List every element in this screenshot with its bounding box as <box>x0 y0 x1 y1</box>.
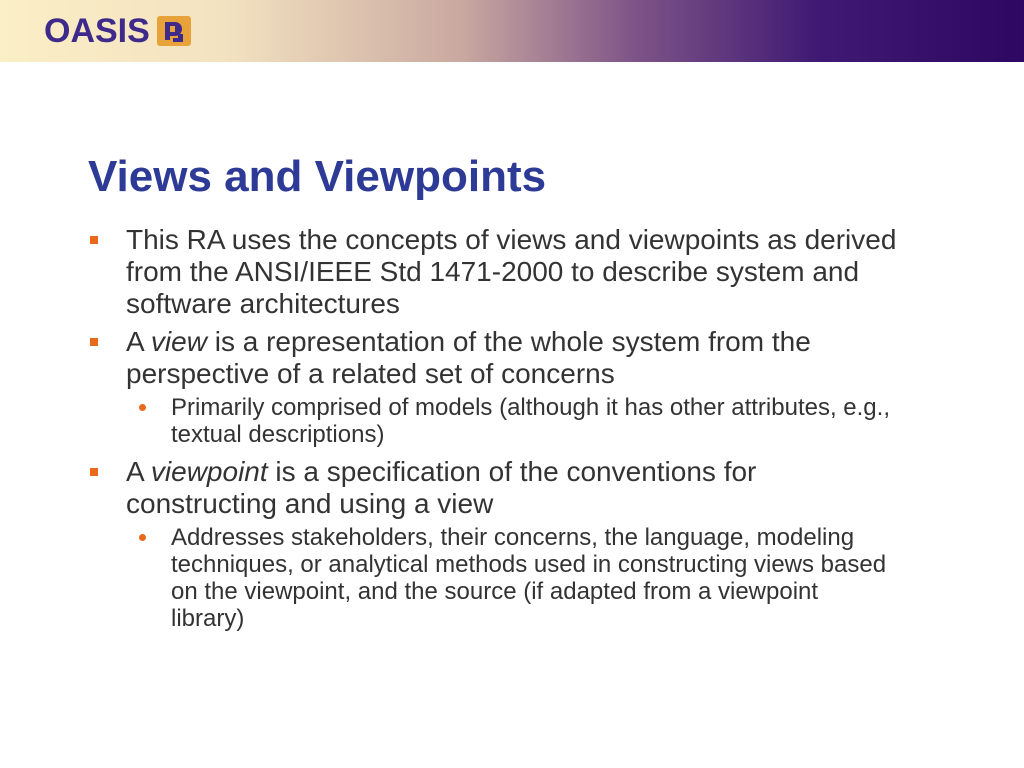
sub-bullet-text: Primarily comprised of models (although it has other attributes, e.g., textual descriptions) <box>171 394 890 448</box>
bullet-text-rest: is a specification of the conventions for constructing and using a view <box>126 456 757 519</box>
logo-wordmark: OASIS <box>44 12 150 50</box>
bullet-text: This RA uses the concepts of views and viewpoints as derived from the ANSI/IEEE Std 1471-2000 to describe system and software architectures <box>126 224 897 319</box>
sub-bullet-item <box>0 524 1024 632</box>
slide-title: Views and Viewpoints <box>88 152 547 201</box>
round-bullet-icon <box>139 404 146 411</box>
round-bullet-icon <box>139 534 146 541</box>
header-band <box>0 0 1024 62</box>
oasis-mark-icon <box>156 14 192 48</box>
bullet-item <box>0 456 1024 520</box>
square-bullet-icon <box>90 338 98 346</box>
slide-content <box>0 224 1024 640</box>
oasis-logo <box>44 11 192 51</box>
sub-bullet-item <box>0 394 1024 448</box>
square-bullet-icon <box>90 236 98 244</box>
bullet-item <box>0 326 1024 390</box>
sub-bullet-text: Addresses stakeholders, their concerns, the language, modeling techniques, or analytical methods used in constructing views based on the viewpoint, and the source (if adapted from a viewpoint library) <box>171 524 887 632</box>
bullet-term: viewpoint <box>150 456 268 487</box>
square-bullet-icon <box>90 468 98 476</box>
bullet-term: view <box>150 326 207 357</box>
bullet-text-prefix: A <box>126 456 151 487</box>
bullet-item <box>0 224 1024 320</box>
bullet-text-prefix: A <box>126 326 151 357</box>
bullet-text-rest: is a representation of the whole system from the perspective of a related set of concerns <box>126 326 811 389</box>
